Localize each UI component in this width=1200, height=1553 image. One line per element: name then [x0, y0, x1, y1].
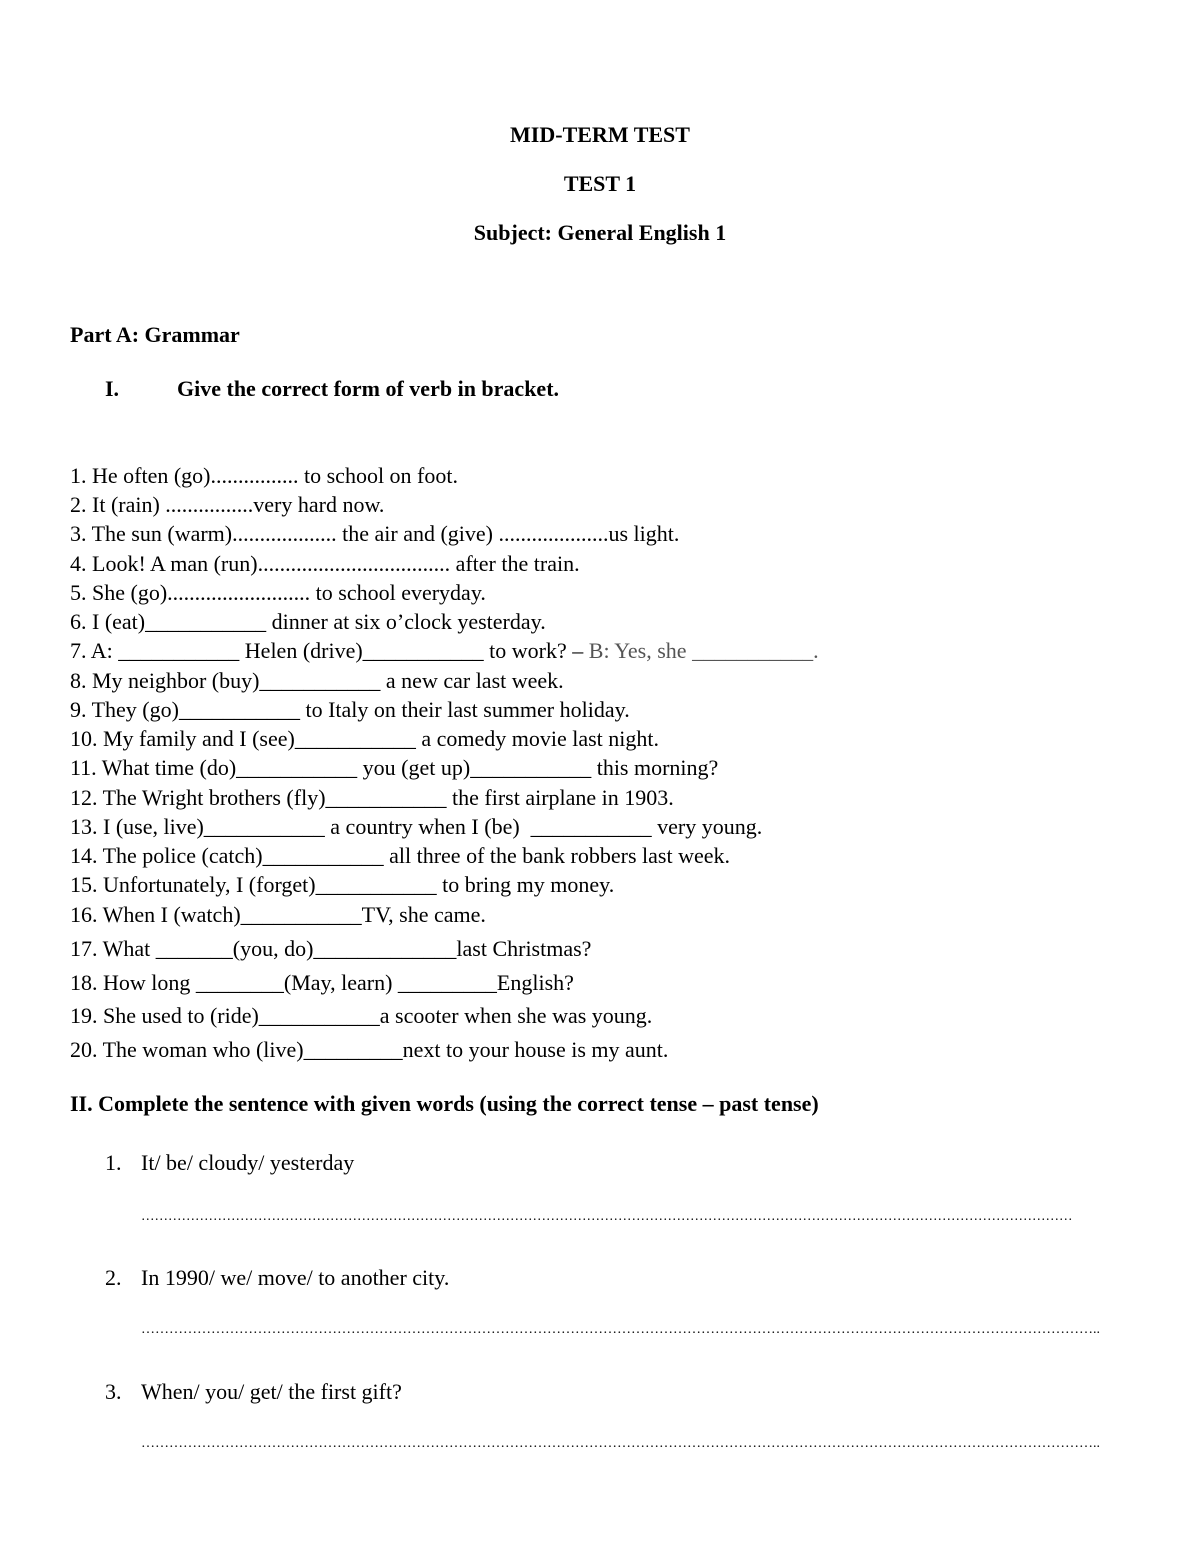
- list-item: 16. When I (watch)___________TV, she came.: [70, 902, 486, 927]
- list-item: 9. They (go)___________ to Italy on their last summer holiday.: [70, 697, 630, 722]
- list-item: 2. It (rain) ................very hard now.: [70, 492, 385, 517]
- test-label: TEST 1: [563, 171, 637, 196]
- item-7-response: B: Yes, she ___________.: [588, 638, 819, 663]
- list-item: 8. My neighbor (buy)___________ a new car last week.: [70, 668, 564, 693]
- list-item: 12. The Wright brothers (fly)___________ the first airplane in 1903.: [70, 785, 674, 810]
- list-item: 15. Unfortunately, I (forget)___________ to bring my money.: [70, 872, 615, 897]
- list-item: 6. I (eat)___________ dinner at six o’clock yesterday.: [70, 609, 546, 634]
- answer-line[interactable]: ……………………………………………………………………………………………………………………………………………………………………………………..: [141, 1322, 1100, 1337]
- exercise-number: 3.: [105, 1379, 122, 1404]
- exercise-prompt: It/ be/ cloudy/ yesterday: [141, 1150, 355, 1175]
- list-item: 3. The sun (warm)................... the air and (give) ....................us light.: [70, 521, 680, 546]
- section-1-heading: Give the correct form of verb in bracket.: [177, 376, 560, 401]
- subject-line: Subject: General English 1: [473, 220, 727, 245]
- list-item-7: [70, 638, 819, 664]
- section-2-heading: II. Complete the sentence with given words (using the correct tense – past tense): [70, 1091, 819, 1116]
- list-item: 18. How long ________(May, learn) _________English?: [70, 970, 574, 995]
- list-item: 10. My family and I (see)___________ a comedy movie last night.: [70, 726, 659, 751]
- list-item: 5. She (go).......................... to school everyday.: [70, 580, 486, 605]
- list-item: 17. What _______(you, do)_____________last Christmas?: [70, 936, 592, 961]
- exercise-prompt: When/ you/ get/ the first gift?: [141, 1379, 402, 1404]
- list-item: 1. He often (go)................ to school on foot.: [70, 463, 458, 488]
- answer-line[interactable]: ………………………………………………………………………………………………………………………………………………………………………………………: [141, 1208, 1073, 1223]
- list-item: 11. What time (do)___________ you (get up)___________ this morning?: [70, 755, 719, 780]
- list-item: 14. The police (catch)___________ all three of the bank robbers last week.: [70, 843, 730, 868]
- list-item: 19. She used to (ride)___________a scooter when she was young.: [70, 1003, 653, 1028]
- list-item: 20. The woman who (live)_________next to your house is my aunt.: [70, 1037, 669, 1062]
- list-item: 13. I (use, live)___________ a country when I (be) ___________ very young.: [70, 814, 763, 839]
- list-item: 4. Look! A man (run)................................... after the train.: [70, 551, 580, 576]
- item-7-main: 7. A: ___________ Helen (drive)___________ to work? –: [70, 638, 589, 663]
- exercise-number: 2.: [105, 1265, 122, 1290]
- answer-line[interactable]: ……………………………………………………………………………………………………………………………………………………………………………………..: [141, 1436, 1100, 1451]
- section-1-roman: I.: [105, 376, 120, 401]
- page-title: MID-TERM TEST: [510, 122, 690, 147]
- exercise-number: 1.: [105, 1150, 122, 1175]
- part-a-title: Part A: Grammar: [70, 322, 240, 347]
- exercise-prompt: In 1990/ we/ move/ to another city.: [141, 1265, 450, 1290]
